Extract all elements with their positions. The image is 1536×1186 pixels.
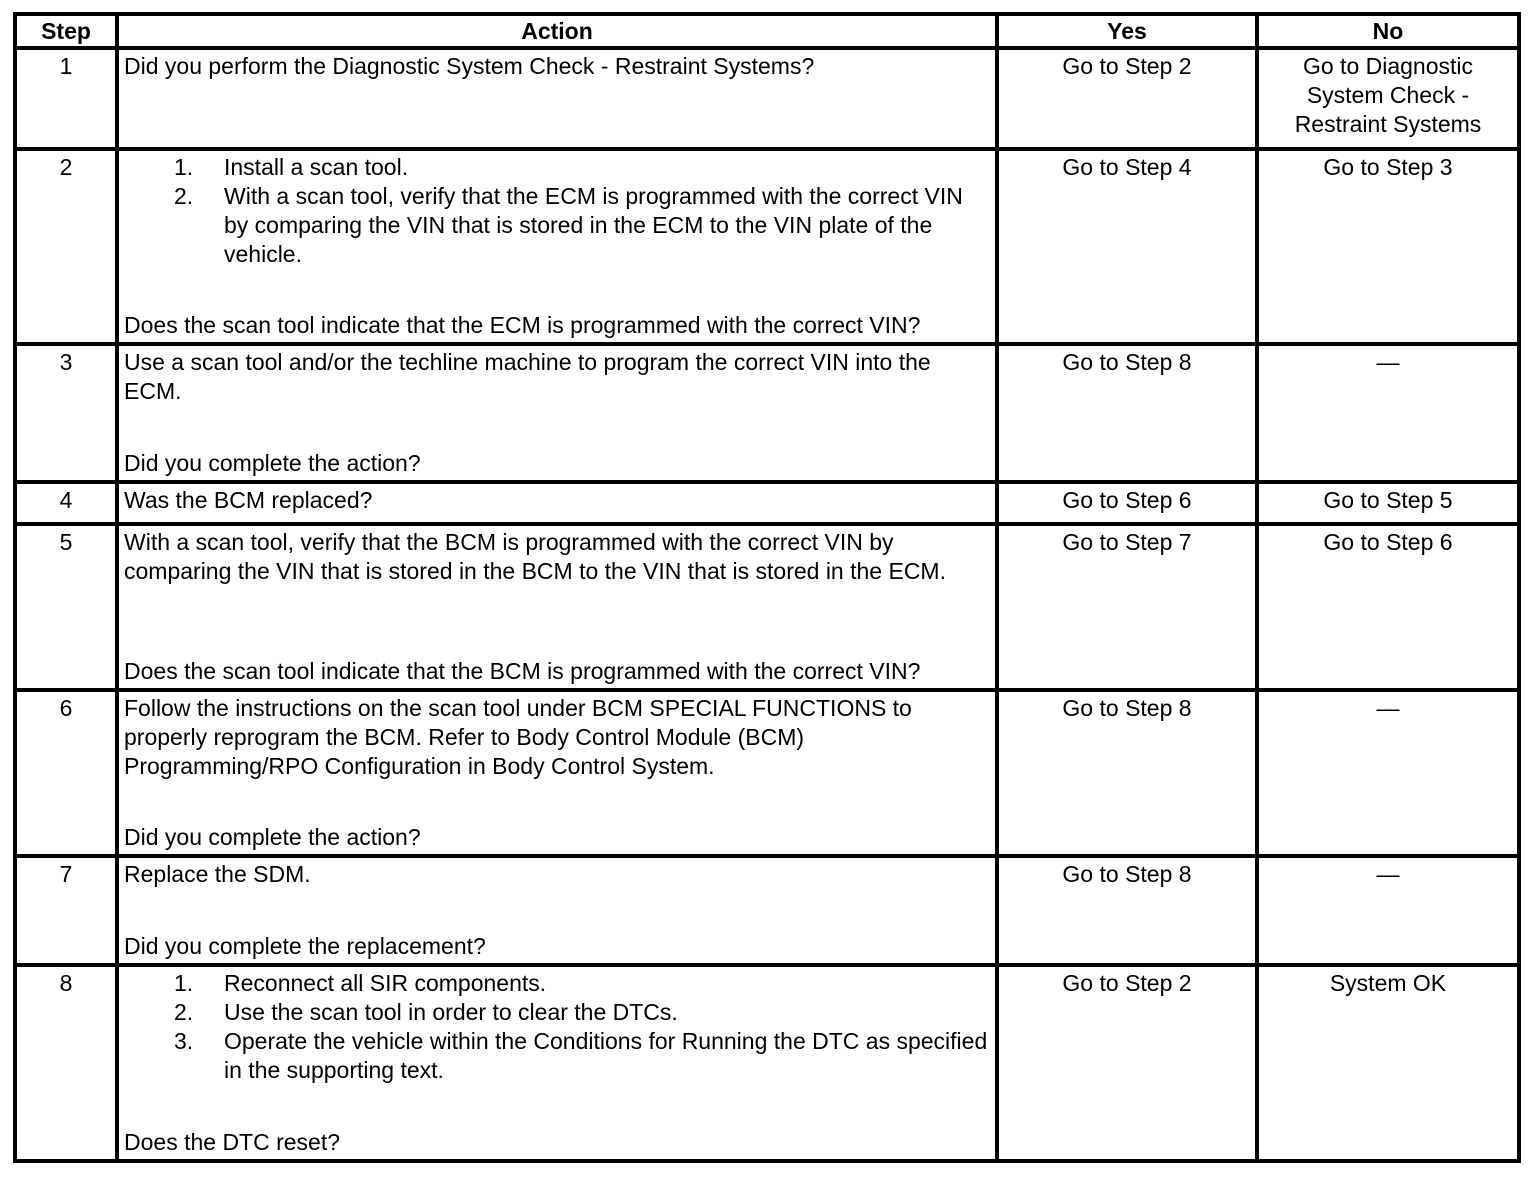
action-cell <box>117 965 997 1161</box>
step-number: 7 <box>15 856 117 965</box>
action-question: Does the DTC reset? <box>124 1129 341 1155</box>
action-text: Did you perform the Diagnostic System Check - Restraint Systems? <box>124 53 815 79</box>
action-cell <box>117 482 997 524</box>
table-row <box>15 524 1519 690</box>
table-header-row <box>15 14 1519 48</box>
yes-cell: Go to Step 2 <box>997 965 1257 1161</box>
list-item: 2. With a scan tool, verify that the ECM is programmed with the correct VIN by comparing the VIN that is stored in the ECM to the VIN plate of the vehicle. <box>174 183 963 267</box>
action-text: Was the BCM replaced? <box>124 487 373 513</box>
action-text: Replace the SDM. <box>124 861 311 887</box>
header-no: No <box>1257 14 1519 48</box>
action-cell <box>117 344 997 482</box>
action-text: Use a scan tool and/or the techline machine to program the correct VIN into the ECM. <box>124 349 931 404</box>
list-item: 1. Install a scan tool. <box>174 154 409 180</box>
yes-cell: Go to Step 8 <box>997 344 1257 482</box>
action-cell <box>117 690 997 856</box>
action-question: Does the scan tool indicate that the BCM is programmed with the correct VIN? <box>124 658 921 684</box>
action-cell <box>117 149 997 344</box>
header-action: Action <box>117 14 997 48</box>
table-row <box>15 149 1519 344</box>
action-text: With a scan tool, verify that the BCM is programmed with the correct VIN by comparing the VIN that is stored in the BCM to the VIN that is stored in the ECM. <box>124 529 946 584</box>
table-row <box>15 344 1519 482</box>
table-row <box>15 856 1519 965</box>
table-row <box>15 48 1519 149</box>
no-cell: — <box>1257 344 1519 482</box>
action-question: Does the scan tool indicate that the ECM is programmed with the correct VIN? <box>124 312 921 338</box>
step-number: 5 <box>15 524 117 690</box>
no-cell: — <box>1257 856 1519 965</box>
no-cell: System OK <box>1257 965 1519 1161</box>
action-cell <box>117 524 997 690</box>
action-question: Did you complete the action? <box>124 824 421 850</box>
step-number: 4 <box>15 482 117 524</box>
step-number: 1 <box>15 48 117 149</box>
action-cell <box>117 48 997 149</box>
step-number: 2 <box>15 149 117 344</box>
action-cell <box>117 856 997 965</box>
table-row <box>15 965 1519 1161</box>
action-question: Did you complete the action? <box>124 450 421 476</box>
action-list <box>124 153 990 269</box>
step-number: 6 <box>15 690 117 856</box>
table-row <box>15 690 1519 856</box>
yes-cell: Go to Step 6 <box>997 482 1257 524</box>
list-item: 2. Use the scan tool in order to clear the DTCs. <box>174 999 678 1025</box>
yes-cell: Go to Step 7 <box>997 524 1257 690</box>
list-item: 3. Operate the vehicle within the Conditions for Running the DTC as specified in the supporting text. <box>174 1028 988 1083</box>
no-cell: Go to Step 6 <box>1257 524 1519 690</box>
action-text: Follow the instructions on the scan tool under BCM SPECIAL FUNCTIONS to properly reprogram the BCM. Refer to Body Control Module (BCM) Programming/RPO Configuration in Body Control System. <box>124 695 912 779</box>
yes-cell: Go to Step 8 <box>997 690 1257 856</box>
yes-cell: Go to Step 4 <box>997 149 1257 344</box>
no-cell: Go to Step 5 <box>1257 482 1519 524</box>
no-cell: Go to Step 3 <box>1257 149 1519 344</box>
table-row <box>15 482 1519 524</box>
step-number: 3 <box>15 344 117 482</box>
no-cell: — <box>1257 690 1519 856</box>
yes-cell: Go to Step 2 <box>997 48 1257 149</box>
no-cell: Go to Diagnostic System Check - Restraint Systems <box>1257 48 1519 149</box>
list-item: 1. Reconnect all SIR components. <box>174 970 547 996</box>
step-number: 8 <box>15 965 117 1161</box>
header-step: Step <box>15 14 117 48</box>
header-yes: Yes <box>997 14 1257 48</box>
action-list <box>124 969 990 1085</box>
diagnostic-table <box>13 12 1521 1163</box>
action-question: Did you complete the replacement? <box>124 933 486 959</box>
yes-cell: Go to Step 8 <box>997 856 1257 965</box>
